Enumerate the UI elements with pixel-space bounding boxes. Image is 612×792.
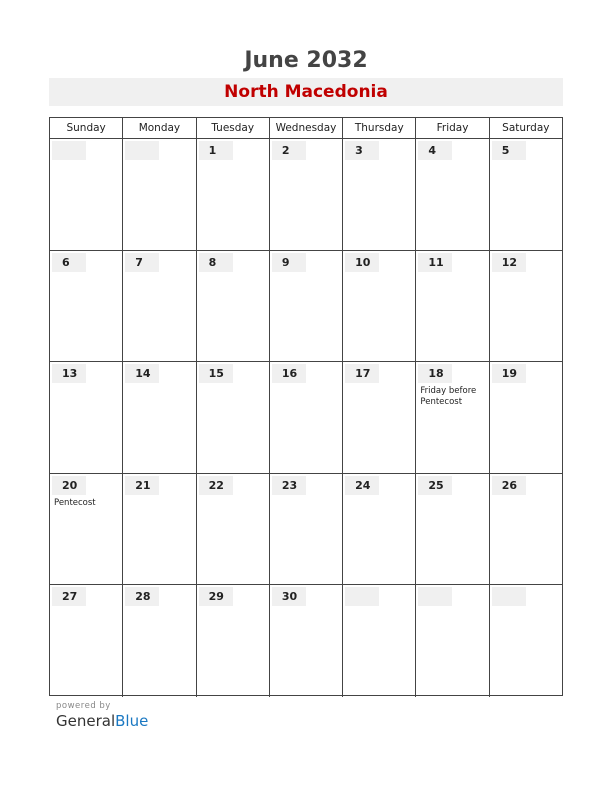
- day-number: 4: [418, 141, 452, 160]
- day-number: 21: [125, 476, 159, 495]
- day-cell: [197, 585, 270, 697]
- day-number: 17: [345, 364, 379, 383]
- day-number: 1: [199, 141, 233, 160]
- day-cell: [490, 585, 562, 697]
- weekday-tuesday: Tuesday: [197, 118, 270, 138]
- week-row: [50, 474, 562, 586]
- day-number: 16: [272, 364, 306, 383]
- weekday-header-row: [50, 118, 562, 139]
- day-cell: [416, 251, 489, 362]
- day-cell: [490, 474, 562, 585]
- week-row: [50, 139, 562, 251]
- weekday-friday: Friday: [416, 118, 489, 138]
- day-number: 2: [272, 141, 306, 160]
- day-number: 6: [52, 253, 86, 272]
- day-number: 23: [272, 476, 306, 495]
- day-cell: [50, 362, 123, 473]
- day-cell: [343, 474, 416, 585]
- holiday-label: Friday before Pentecost: [420, 386, 477, 408]
- day-cell: [416, 139, 489, 250]
- week-row: [50, 585, 562, 697]
- day-number: 19: [492, 364, 526, 383]
- day-number: 7: [125, 253, 159, 272]
- day-number: 5: [492, 141, 526, 160]
- day-cell: [270, 251, 343, 362]
- day-number: 9: [272, 253, 306, 272]
- day-cell: [197, 362, 270, 473]
- brand-logo: [56, 712, 148, 730]
- day-cell: [416, 362, 489, 473]
- day-cell: [270, 362, 343, 473]
- day-number: 22: [199, 476, 233, 495]
- day-number: [492, 587, 526, 606]
- day-number: 18: [418, 364, 452, 383]
- day-number: 15: [199, 364, 233, 383]
- day-cell: [343, 585, 416, 697]
- week-row: [50, 251, 562, 363]
- holiday-label: Pentecost: [54, 497, 96, 508]
- weekday-thursday: Thursday: [343, 118, 416, 138]
- day-cell: [270, 139, 343, 250]
- day-number: [125, 141, 159, 160]
- day-cell: [270, 585, 343, 697]
- day-cell: [490, 139, 562, 250]
- day-cell: [123, 585, 196, 697]
- day-number: 26: [492, 476, 526, 495]
- day-number: 8: [199, 253, 233, 272]
- day-number: 30: [272, 587, 306, 606]
- day-cell: [123, 251, 196, 362]
- day-cell: [197, 251, 270, 362]
- day-number: [52, 141, 86, 160]
- day-number: [418, 587, 452, 606]
- day-number: 20: [52, 476, 86, 495]
- day-number: 11: [418, 253, 452, 272]
- week-row: [50, 362, 562, 474]
- day-cell: [123, 362, 196, 473]
- day-cell: [123, 139, 196, 250]
- day-cell: [490, 362, 562, 473]
- day-number: 10: [345, 253, 379, 272]
- day-cell: [197, 139, 270, 250]
- day-number: 28: [125, 587, 159, 606]
- country-name: North Macedonia: [49, 78, 563, 106]
- weekday-sunday: Sunday: [50, 118, 123, 138]
- day-number: 29: [199, 587, 233, 606]
- day-cell: [50, 139, 123, 250]
- day-cell: [50, 474, 123, 585]
- day-number: [345, 587, 379, 606]
- day-number: 27: [52, 587, 86, 606]
- day-cell: [343, 362, 416, 473]
- day-number: 13: [52, 364, 86, 383]
- day-cell: [123, 474, 196, 585]
- day-number: 12: [492, 253, 526, 272]
- day-cell: [416, 474, 489, 585]
- day-number: 14: [125, 364, 159, 383]
- day-cell: [50, 585, 123, 697]
- weekday-monday: Monday: [123, 118, 196, 138]
- day-cell: [50, 251, 123, 362]
- day-number: 3: [345, 141, 379, 160]
- day-cell: [343, 251, 416, 362]
- day-cell: [343, 139, 416, 250]
- day-cell: [197, 474, 270, 585]
- brand-blue: Blue: [115, 712, 149, 730]
- day-cell: [416, 585, 489, 697]
- calendar-title: June 2032: [244, 48, 368, 73]
- calendar-grid: [49, 117, 563, 696]
- day-cell: [270, 474, 343, 585]
- weekday-saturday: Saturday: [502, 122, 550, 134]
- brand-general: General: [56, 712, 116, 730]
- weekday-wednesday: Wednesday: [270, 118, 343, 138]
- powered-by-text: powered by: [56, 701, 111, 711]
- day-cell: [490, 251, 562, 362]
- day-number: 24: [345, 476, 379, 495]
- day-number: 25: [418, 476, 452, 495]
- footer-branding: [56, 701, 148, 730]
- weeks-container: [50, 139, 562, 697]
